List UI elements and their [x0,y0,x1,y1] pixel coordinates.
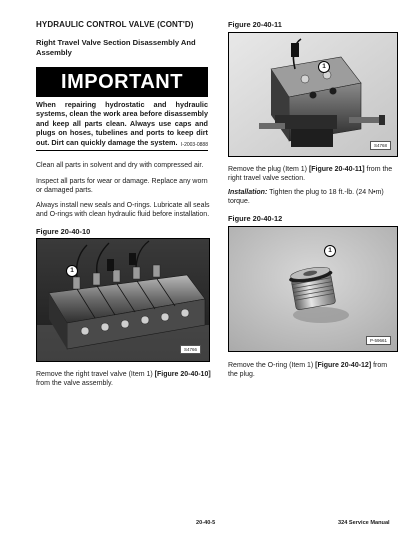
travel-valve-illustration [229,33,397,156]
manual-title: 324 Service Manual [338,520,390,526]
caption-figure-20-40-11: Remove the plug (Item 1) [Figure 20-40-11] from the right travel valve section. [228,166,393,182]
warning-code: I-2003-0888 [181,142,208,148]
divider-rule [36,150,208,151]
figure-label-20-40-11: Figure 20-40-11 [228,20,282,29]
figure-label-20-40-10: Figure 20-40-10 [36,227,91,236]
important-banner [36,67,208,97]
paragraph-seals: Always install new seals and O-rings. Lubricate all seals and O-rings with clean hydraulic fluid before installation. [36,202,210,218]
installation-note [228,189,398,207]
figure-code-s4768: S4768 [370,141,391,150]
plug-illustration [229,227,397,351]
callout-item-1: 1 [324,245,336,257]
callout-item-1: 1 [66,265,78,277]
section-title: HYDRAULIC CONTROL VALVE (CONT'D) [36,20,194,29]
figure-code-s4766: S4766 [180,345,201,354]
installation-text: Tighten the plug to 18 ft.-lb. (24 N•m) torque. [228,189,384,205]
paragraph-inspect: Inspect all parts for wear or damage. Replace any worn or damaged parts. [36,178,208,194]
important-label: IMPORTANT [61,71,183,93]
figure-label-20-40-12: Figure 20-40-12 [228,214,283,223]
valve-assembly-illustration [37,239,209,361]
important-warning-text: When repairing hydrostatic and hydraulic systems, clean the work area before disassembly and keep all parts clean. Always use caps and plugs on hoses, tubelines and ports to keep dirt out. Dirt can quickly damage the system. [36,100,208,147]
figure-photo-plug [228,226,398,352]
caption-figure-20-40-10 [36,371,212,389]
figure-photo-valve-assembly [36,238,210,362]
subheading: Right Travel Valve Section Disassembly And Assembly [36,38,196,57]
caption-text: Remove the right travel valve (Item 1) [Figure 20-40-10] from the valve assembly. [36,371,211,387]
paragraph-clean: Clean all parts in solvent and dry with compressed air. [36,162,204,169]
figure-code-p59661: P-59661 [366,336,391,345]
page-number: 20-40-5 [196,520,216,526]
figure-photo-travel-valve [228,32,398,157]
installation-label: Installation: [228,189,268,196]
callout-item-1: 1 [318,61,330,73]
caption-figure-20-40-12: Remove the O-ring (Item 1) [Figure 20-40-12] from the plug. [228,362,388,378]
